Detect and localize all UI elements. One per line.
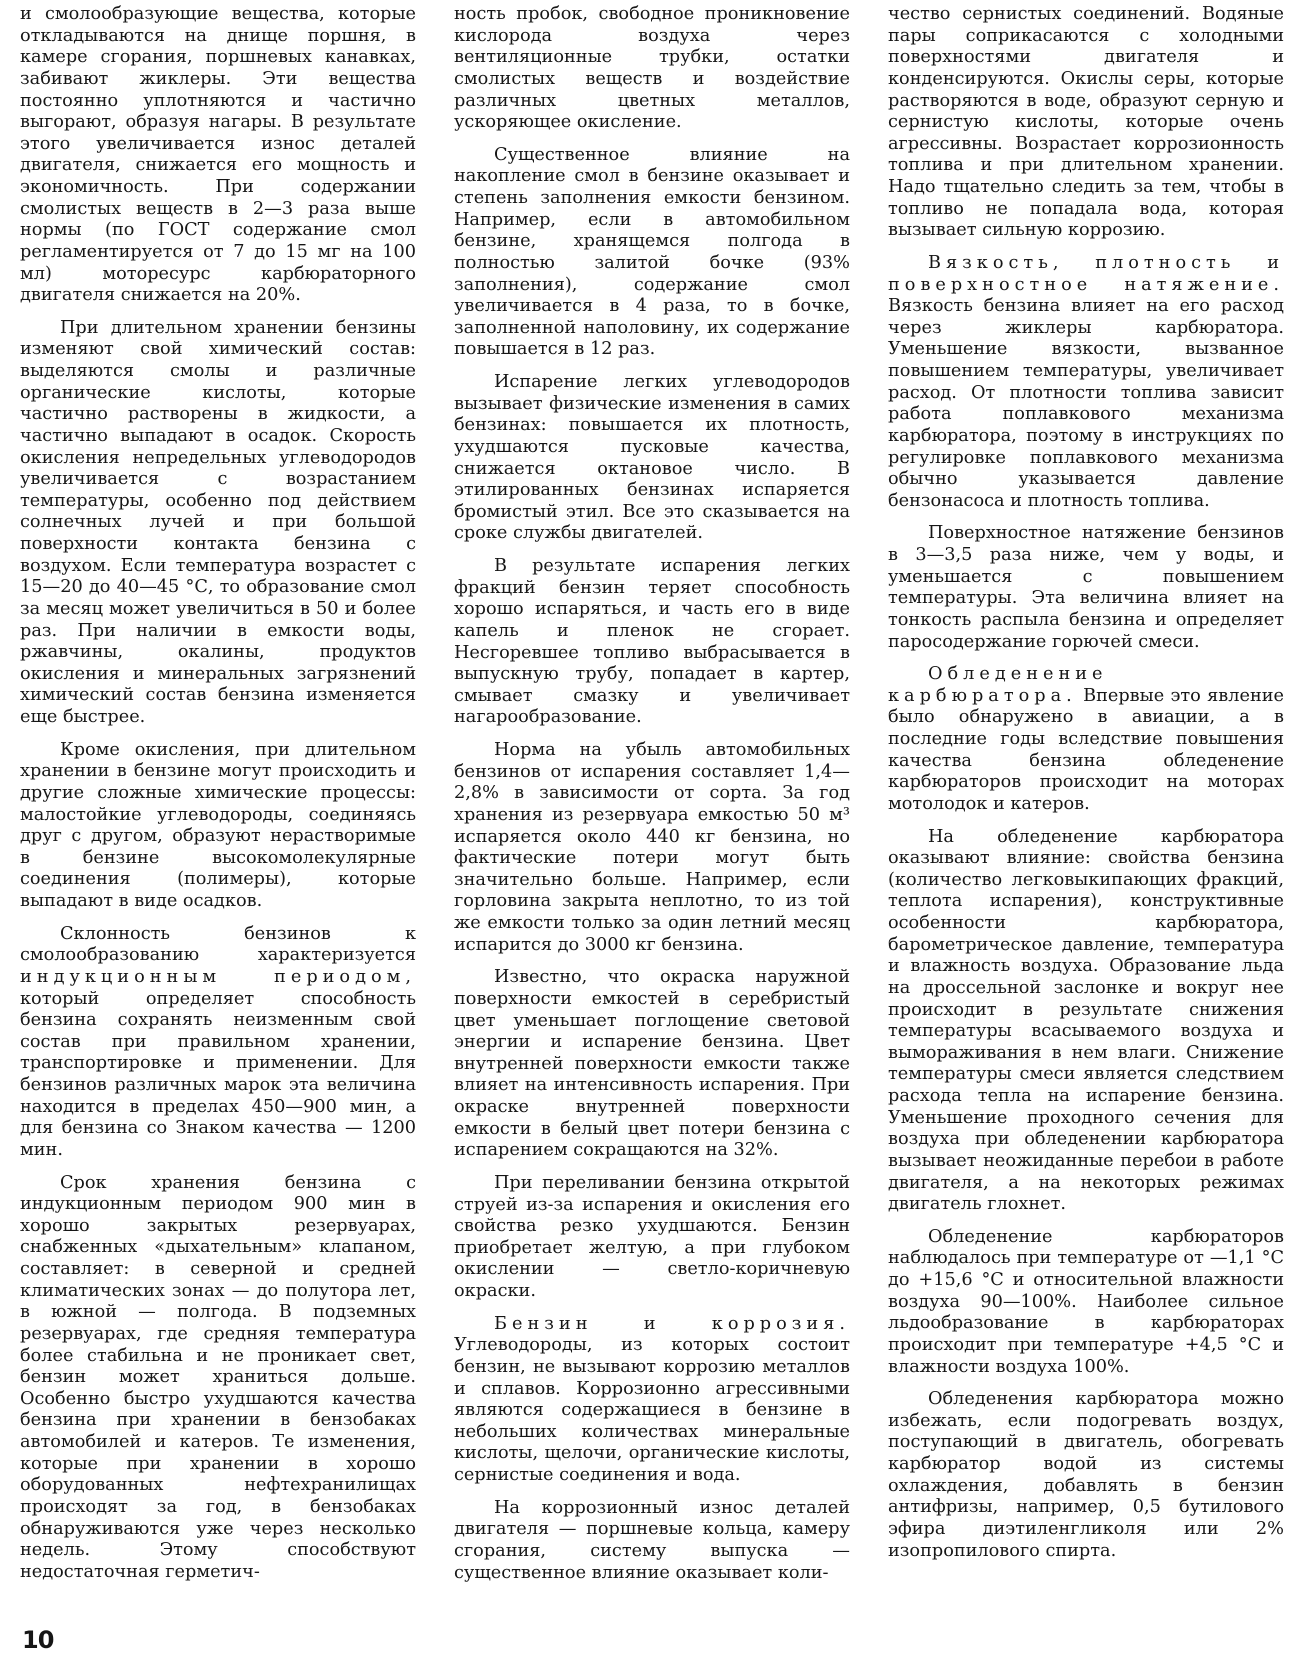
- text-column-left: [20, 4, 416, 1594]
- paragraph-text: который определяет способность бензина сохранять неизменным свой состав при правильном хранении, транспортировке и применении. Для бензинов различных марок эта величина находится в пределах 450—900 мин, а для бензина со Знаком качества — 1200 мин.: [20, 988, 416, 1160]
- paragraph: На обледенение карбюратора оказывают влияние: свойства бензина (количество легковыкипающих фракций, теплота испарения), конструктивные особенности карбюратора, барометрическое давление, температура и влажность воздуха. Образование льда на дроссельной заслонке и вокруг нее происходит в результате снижения температуры всасываемого воздуха и вымораживания в нем влаги. Снижение температуры смеси является следствием расхода тепла на испарение бензина. Уменьшение проходного сечения для воздуха при обледенении карбюратора вызывает неожиданные перебои в работе двигателя, а на некоторых режимах двигатель глохнет.: [888, 826, 1284, 1215]
- paragraph: ность пробок, свободное проникновение кислорода воздуха через вентиляционные трубки, остатки смолистых веществ и воздействие различных цветных металлов, ускоряющее окисление.: [454, 4, 850, 133]
- paragraph: При длительном хранении бензины изменяют свой химический состав: выделяются смолы и различные органические кислоты, которые частично растворены в жидкости, а частично выпадают в осадок. Скорость окисления непредельных углеводородов увеличивается с возрастанием температуры, особенно под действием солнечных лучей и при большой поверхности контакта бензина с воздухом. Если температура возрастет с 15—20 до 40—45 °С, то образование смол за месяц может увеличиться в 50 и более раз. При наличии в емкости воды, ржавчины, окалины, продуктов окисления и минеральных загрязнений химический состав бензина изменяется еще быстрее.: [20, 317, 416, 727]
- paragraph-text: Склонность бензинов к смолообразованию характеризуется: [20, 923, 416, 966]
- paragraph: На коррозионный износ деталей двигателя — поршневые кольца, камеру сгорания, систему выпуска — существенное влияние оказывает коли-: [454, 1497, 850, 1583]
- text-column-right: [888, 4, 1284, 1573]
- paragraph: При переливании бензина открытой струей из-за испарения и окисления его свойства резко ухудшаются. Бензин приобретает желтую, а при глубоком окислении — светло-коричневую окраски.: [454, 1172, 850, 1301]
- paragraph: Поверхностное натяжение бензинов в 3—3,5 раза ниже, чем у воды, и уменьшается с повышением температуры. Эта величина влияет на тонкость распыла бензина и определяет паросодержание горючей смеси.: [888, 523, 1284, 652]
- paragraph: чество сернистых соединений. Водяные пары соприкасаются с холодными поверхностями двигателя и конденсируются. Окислы серы, которые растворяются в воде, образуют серную и сернистую кислоты, которые очень агрессивны. Возрастает коррозионность топлива и при длительном хранении. Надо тщательно следить за тем, чтобы в топливо не попадала вода, которая вызывает сильную коррозию.: [888, 4, 1284, 241]
- paragraph: Обледенение карбюраторов наблюдалось при температуре от —1,1 °С до +15,6 °С и относительной влажности воздуха 90—100%. Наиболее сильное льдообразование в карбюраторах происходит при температуре +4,5 °С и влажности воздуха 100%.: [888, 1226, 1284, 1377]
- text-column-middle: [454, 4, 850, 1595]
- paragraph: В результате испарения легких фракций бензин теряет способность хорошо испаряться, и часть его в виде капель и пленок не сгорает. Несгоревшее топливо выбрасывается в выпускную трубу, попадает в картер, смывает смазку и увеличивает нагарообразование.: [454, 556, 850, 728]
- paragraph: [20, 924, 416, 1162]
- paragraph: Существенное влияние на накопление смол в бензине оказывает и степень заполнения емкости бензином. Например, если в автомобильном бензине, хранящемся полгода в полностью залитой бочке (93% заполнения), содержание смол увеличивается в 4 раза, то в бочке, заполненной наполовину, их содержание повышается в 12 раз.: [454, 144, 850, 360]
- paragraph: [888, 664, 1284, 815]
- page-number: 10: [22, 1626, 54, 1654]
- paragraph: Кроме окисления, при длительном хранении в бензине могут происходить и другие сложные химические процессы: малостойкие углеводороды, соединяясь друг с другом, образуют нерастворимые в бензине высокомолекулярные соединения (полимеры), которые выпадают в виде осадков.: [20, 739, 416, 911]
- paragraph: Норма на убыль автомобильных бензинов от испарения составляет 1,4—2,8% в зависимости от сорта. За год хранения из резервуара емкостью 50 м³ испаряется около 440 кг бензина, но фактические потери могут быть значительно больше. Например, если горловина закрыта неплотно, то из той же емкости только за один летний месяц испарится до 3000 кг бензина.: [454, 740, 850, 955]
- paragraph-text: Впервые это явление было обнаружено в авиации, а в последние годы вследствие повышения качества бензина обледенение карбюраторов происходит на моторах мотолодок и катеров.: [888, 685, 1284, 814]
- section-heading: Вязкость, плотность и поверхностное натяжение.: [888, 252, 1284, 295]
- section-heading: Обледенение карбюратора.: [888, 664, 1108, 706]
- emphasized-term: индукционным периодом,: [20, 966, 416, 987]
- paragraph: Известно, что окраска наружной поверхности емкостей в серебристый цвет уменьшает поглощение световой энергии и испарение бензина. Цвет внутренней поверхности емкости также влияет на интенсивность испарения. При окраске внутренней поверхности емкости в белый цвет потери бензина с испарением сокращаются на 32%.: [454, 967, 850, 1161]
- section-heading: Бензин и коррозия.: [494, 1313, 850, 1334]
- paragraph-text: Углеводороды, из которых состоит бензин, не вызывают коррозию металлов и сплавов. Коррозионно агрессивными являются содержащиеся в бензине в небольших количествах минеральные кислоты, щелочи, органические кислоты, сернистые соединения и вода.: [454, 1335, 850, 1485]
- paragraph: Срок хранения бензина с индукционным периодом 900 мин в хорошо закрытых резервуарах, снабженных «дыхательным» клапаном, составляет: в северной и средней климатических зонах — до полутора лет, в южной — полгода. В подземных резервуарах, где средняя температура более стабильна и не проникает свет, бензин может храниться дольше. Особенно быстро ухудшаются качества бензина при хранении в бензобаках автомобилей и катеров. Те изменения, которые при хранении в хорошо оборудованных нефтехранилищах происходят за год, в бензобаках обнаруживаются уже через несколько недель. Этому способствуют недостаточная герметич-: [20, 1172, 416, 1582]
- paragraph: и смолообразующие вещества, которые откладываются на днище поршня, в камере сгорания, поршневых канавках, забивают жиклеры. Эти вещества постоянно уплотняются и частично выгорают, образуя нагары. В результате этого увеличивается износ деталей двигателя, снижается его мощность и экономичность. При содержании смолистых веществ в 2—3 раза выше нормы (по ГОСТ содержание смол регламентируется от 7 до 15 мг на 100 мл) моторесурс карбюраторного двигателя снижается на 20%.: [20, 4, 416, 306]
- paragraph: Испарение легких углеводородов вызывает физические изменения в самих бензинах: повышается их плотность, ухудшаются пусковые качества, снижается октановое число. В этилированных бензинах испаряется бромистый этил. Все это сказывается на сроке службы двигателей.: [454, 372, 850, 544]
- paragraph: Обледенения карбюратора можно избежать, если подогревать воздух, поступающий в двигатель, обогревать карбюратор водой из системы охлаждения, добавлять в бензин антифризы, например, 0,5 бутилового эфира диэтиленгликоля или 2% изопропилового спирта.: [888, 1389, 1284, 1561]
- paragraph: [454, 1314, 850, 1487]
- paragraph: [888, 253, 1284, 513]
- paragraph-text: Вязкость бензина влияет на его расход через жиклеры карбюратора. Уменьшение вязкости, вызванное повышением температуры, увеличивает расход. От плотности топлива зависит работа поплавкового механизма карбюратора, поэтому в инструкциях по регулировке поплавкового механизма обычно указывается давление бензонасоса и плотность топлива.: [888, 296, 1284, 511]
